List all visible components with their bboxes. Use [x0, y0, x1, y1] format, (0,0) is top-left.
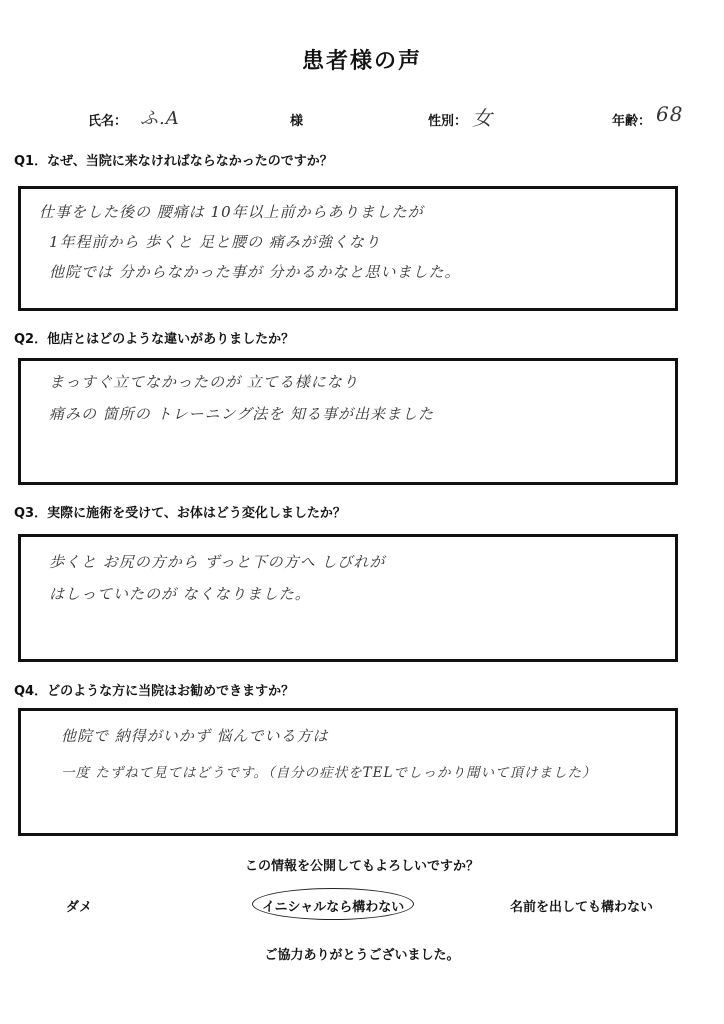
answer-line: 他院では 分からなかった事が 分かるかなと思いました。 — [49, 263, 461, 281]
answer-line: 歩くと お尻の方から ずっと下の方へ しびれが — [49, 553, 386, 571]
name-label: 氏名： — [88, 114, 128, 129]
option-name[interactable]: 名前を出しても構わない — [510, 900, 654, 915]
option-no[interactable]: ダメ — [66, 900, 93, 915]
question-4 — [14, 680, 294, 699]
question-1 — [14, 150, 333, 169]
question-number: Q1． — [14, 154, 48, 169]
question-text: なぜ、当院に来なければならなかったのですか？ — [47, 154, 333, 169]
answer-box-3 — [18, 534, 678, 662]
publish-question: この情報を公開してもよろしいですか？ — [244, 859, 479, 874]
answer-line: 仕事をした後の 腰痛は 10年以上前からありましたが — [39, 203, 424, 221]
question-number: Q2． — [14, 332, 48, 347]
question-text: どのような方に当院はお勧めできますか？ — [47, 684, 295, 699]
honorific-label: 様 — [290, 114, 304, 129]
name-value: ふ.A — [140, 108, 180, 129]
gender-label: 性別： — [428, 114, 468, 129]
answer-line: まっすぐ立てなかったのが 立てる様になり — [49, 373, 359, 391]
question-2 — [14, 328, 294, 347]
answer-line: 一度 たずねて見てはどうです。（自分の症状をTELでしっかり聞いて頂けました） — [61, 765, 597, 781]
question-3 — [14, 502, 346, 521]
page-title: 患者様の声 — [301, 49, 422, 74]
age-label: 年齢： — [612, 114, 652, 129]
answer-line: 1年程前から 歩くと 足と腰の 痛みが強くなり — [49, 233, 381, 251]
question-text: 実際に施術を受けて、お体はどう変化しましたか？ — [47, 506, 346, 521]
thanks-message: ご協力ありがとうございました。 — [264, 948, 460, 963]
age-value: 68 — [656, 102, 684, 126]
answer-box-4 — [18, 708, 678, 836]
answer-box-2 — [18, 358, 678, 485]
question-text: 他店とはどのような違いがありましたか？ — [47, 332, 295, 347]
answer-line: 痛みの 箇所の トレーニング法を 知る事が出来ました — [49, 405, 435, 423]
question-number: Q3． — [14, 506, 48, 521]
question-number: Q4． — [14, 684, 48, 699]
answer-box-1 — [18, 186, 678, 311]
answer-line: 他院で 納得がいかず 悩んでいる方は — [61, 727, 329, 745]
option-initials[interactable]: イニシャルなら構わない — [262, 900, 405, 915]
gender-value: 女 — [472, 106, 493, 130]
answer-line: はしっていたのが なくなりました。 — [49, 585, 311, 603]
